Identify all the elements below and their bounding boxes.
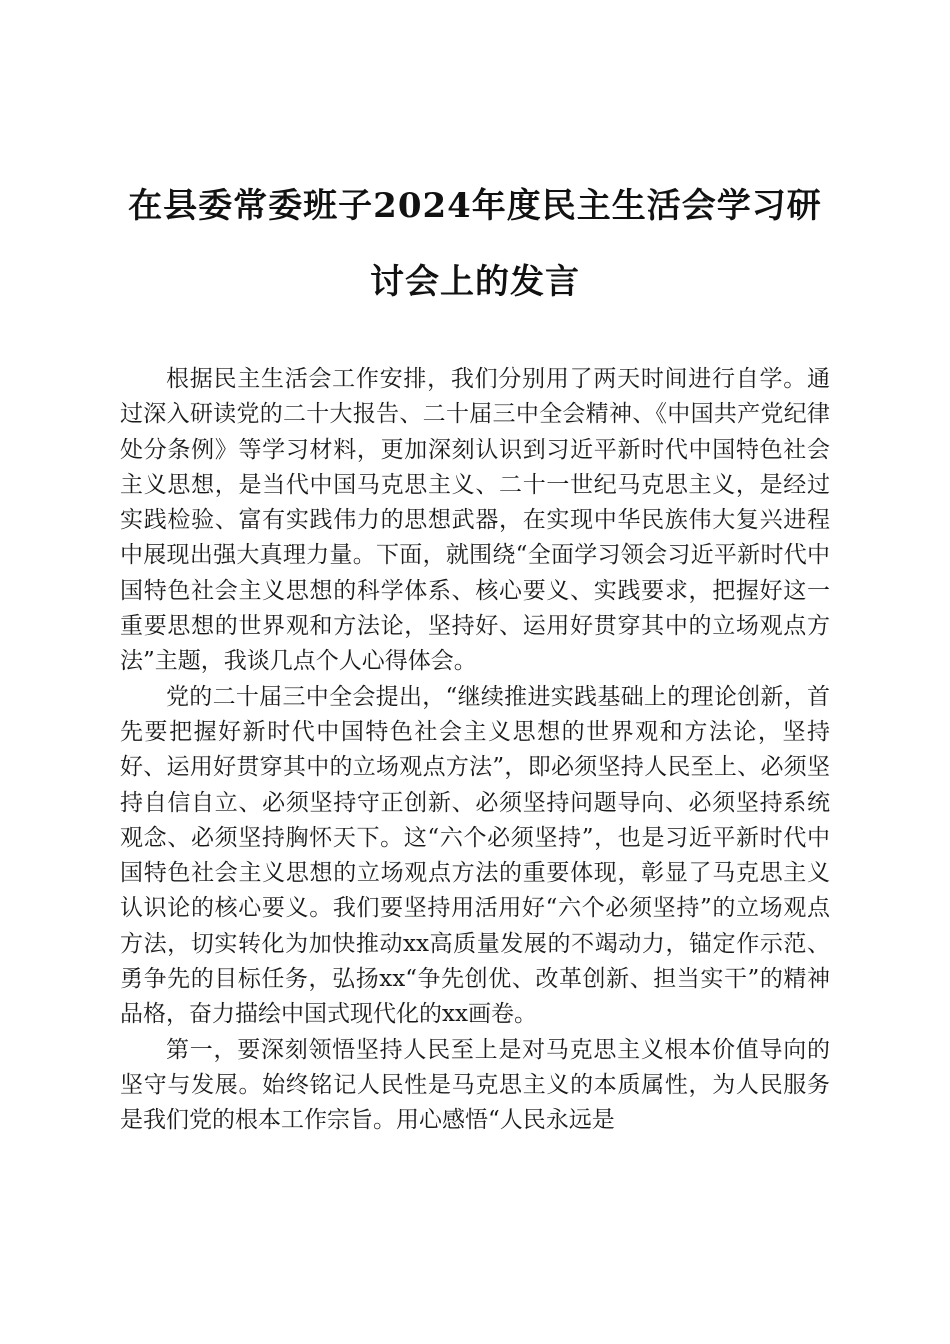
page-title [100,168,850,320]
paragraph-six-musts: 党的二十届三中全会提出，“继续推进实践基础上的理论创新，首先要把握好新时代中国特色社会主义思想的世界观和方法论，坚持好、运用好贯穿其中的立场观点方法”，即必须坚持人民至上、必须坚持自信自立、必须坚持守正创新、必须坚持问题导向、必须坚持系统观念、必须坚持胸怀天下。这“六个必须坚持”，也是习近平新时代中国特色社会主义思想的立场观点方法的重要体现，彰显了马克思主义认识论的核心要义。我们要坚持用活用好“六个必须坚持”的立场观点方法，切实转化为加快推动xx高质量发展的不竭动力，锚定作示范、勇争先的目标任务，弘扬xx“争先创优、改革创新、担当实干”的精神品格，奋力描绘中国式现代化的xx画卷。 [120,683,830,1028]
title-line-2: 讨会上的发言 [370,262,580,302]
title-line-1: 在县委常委班子2024年度民主生活会学习研 [128,186,822,226]
paragraph-intro: 根据民主生活会工作安排，我们分别用了两天时间进行自学。通过深入研读党的二十大报告、二十届三中全会精神、《中国共产党纪律处分条例》等学习材料，更加深刻认识到习近平新时代中国特色社会主义思想，是当代中国马克思主义、二十一世纪马克思主义，是经过实践检验、富有实践伟力的思想武器，在实现中华民族伟大复兴进程中展现出强大真理力量。下面，就围绕“全面学习领会习近平新时代中国特色社会主义思想的科学体系、核心要义、实践要求，把握好这一重要思想的世界观和方法论，坚持好、运用好贯穿其中的立场观点方法”主题，我谈几点个人心得体会。 [120,366,830,675]
document-body [120,362,830,1139]
paragraph-first-point: 第一，要深刻领悟坚持人民至上是对马克思主义根本价值导向的坚守与发展。始终铭记人民性是马克思主义的本质属性，为人民服务是我们党的根本工作宗旨。用心感悟“人民永远是 [120,1036,830,1134]
